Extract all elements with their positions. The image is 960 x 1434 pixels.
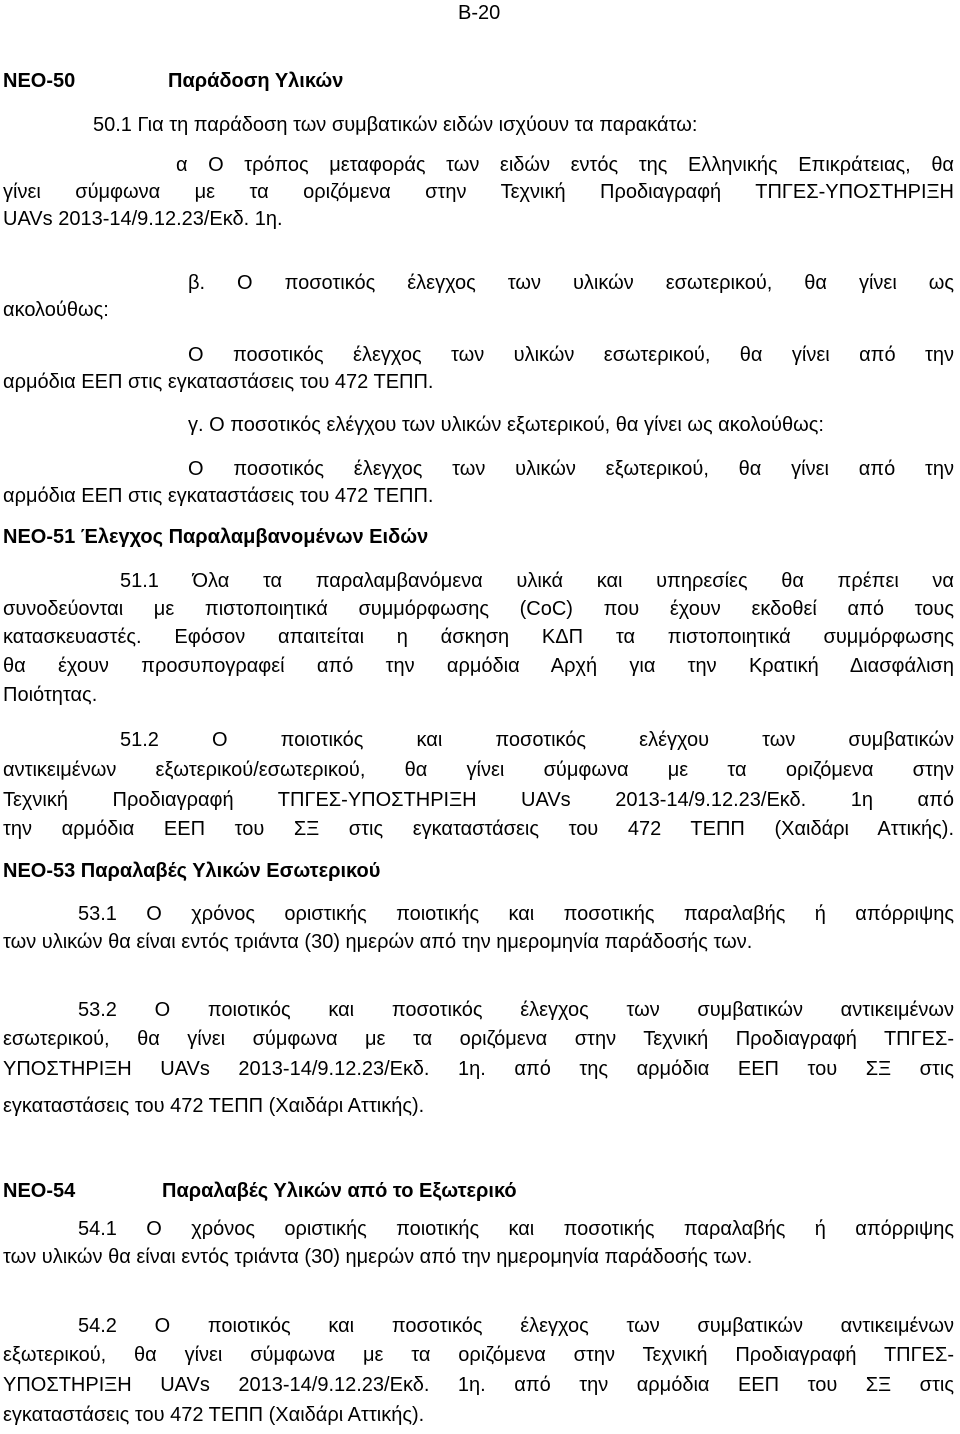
- paragraph-54-2-line-4: εγκαταστάσεις του 472 ΤΕΠΠ (Χαιδάρι Αττικής).: [3, 1404, 425, 1426]
- item-b-line-3: Ο ποσοτικός έλεγχος των υλικών εσωτερικού, θα γίνει από την: [188, 344, 954, 366]
- section-title-50: Παράδοση Υλικών: [168, 70, 344, 92]
- paragraph-51-2-line-4: την αρμόδια ΕΕΠ του ΣΞ στις εγκαταστάσεις του 472 ΤΕΠΠ (Χαιδάρι Αττικής).: [3, 818, 954, 840]
- section-heading-51: ΝΕΟ-51 Έλεγχος Παραλαμβανομένων Ειδών: [3, 526, 429, 548]
- item-a-line-1: α Ο τρόπος μεταφοράς των ειδών εντός της Ελληνικής Επικράτειας, θα: [176, 154, 954, 176]
- item-c-line-2: Ο ποσοτικός έλεγχος των υλικών εξωτερικού, θα γίνει από την: [188, 458, 954, 480]
- section-code-54: ΝΕΟ-54: [3, 1180, 76, 1202]
- page-number: Β-20: [458, 2, 501, 24]
- item-c-line-1: γ. Ο ποσοτικός ελέγχου των υλικών εξωτερικού, θα γίνει ως ακολούθως:: [188, 414, 824, 436]
- paragraph-53-2-line-1: 53.2 Ο ποιοτικός και ποσοτικός έλεγχος των συμβατικών αντικειμένων: [78, 999, 954, 1021]
- paragraph-51-1-line-2: συνοδεύονται με πιστοποιητικά συμμόρφωσης (CoC) που έχουν εκδοθεί από τους: [3, 598, 954, 620]
- paragraph-51-1-line-5: Ποιότητας.: [3, 684, 98, 706]
- section-heading-53: ΝΕΟ-53 Παραλαβές Υλικών Εσωτερικού: [3, 860, 381, 882]
- paragraph-51-2-line-3: Τεχνική Προδιαγραφή ΤΠΓΕΣ-ΥΠΟΣΤΗΡΙΞΗ UAVs 2013-14/9.12.23/Εκδ. 1η από: [3, 789, 954, 811]
- paragraph-51-2-line-1: 51.2 Ο ποιοτικός και ποσοτικός ελέγχου των συμβατικών: [120, 729, 954, 751]
- paragraph-53-2-line-2: εσωτερικού, θα γίνει σύμφωνα με τα οριζόμενα στην Τεχνική Προδιαγραφή ΤΠΓΕΣ-: [3, 1028, 954, 1050]
- paragraph-54-1-line-1: 54.1 Ο χρόνος οριστικής ποιοτικής και ποσοτικής παραλαβής ή απόρριψης: [78, 1218, 954, 1240]
- item-b-line-1: β. Ο ποσοτικός έλεγχος των υλικών εσωτερικού, θα γίνει ως: [188, 272, 954, 294]
- section-code-50: ΝΕΟ-50: [3, 70, 76, 92]
- paragraph-53-1-line-2: των υλικών θα είναι εντός τριάντα (30) ημερών από την ημερομηνία παράδοσής των.: [3, 931, 753, 953]
- paragraph-51-1-line-4: θα έχουν προσυπογραφεί από την αρμόδια Αρχή για την Κρατική Διασφάλιση: [3, 655, 954, 677]
- item-a-line-2: γίνει σύμφωνα με τα οριζόμενα στην Τεχνική Προδιαγραφή ΤΠΓΕΣ-ΥΠΟΣΤΗΡΙΞΗ: [3, 181, 954, 203]
- item-b-line-4: αρμόδια ΕΕΠ στις εγκαταστάσεις του 472 ΤΕΠΠ.: [3, 371, 434, 393]
- paragraph-53-1-line-1: 53.1 Ο χρόνος οριστικής ποιοτικής και ποσοτικής παραλαβής ή απόρριψης: [78, 903, 954, 925]
- paragraph-54-2-line-1: 54.2 Ο ποιοτικός και ποσοτικός έλεγχος των συμβατικών αντικειμένων: [78, 1315, 954, 1337]
- item-b-line-2: ακολούθως:: [3, 299, 109, 321]
- paragraph-51-1-line-1: 51.1 Όλα τα παραλαμβανόμενα υλικά και υπηρεσίες θα πρέπει να: [120, 570, 954, 592]
- paragraph-54-2-line-3: ΥΠΟΣΤΗΡΙΞΗ UAVs 2013-14/9.12.23/Εκδ. 1η. από την αρμόδια ΕΕΠ του ΣΞ στις: [3, 1374, 954, 1396]
- item-c-line-3: αρμόδια ΕΕΠ στις εγκαταστάσεις του 472 ΤΕΠΠ.: [3, 485, 434, 507]
- paragraph-54-1-line-2: των υλικών θα είναι εντός τριάντα (30) ημερών από την ημερομηνία παράδοσής των.: [3, 1246, 753, 1268]
- paragraph-51-1-line-3: κατασκευαστές. Εφόσον απαιτείται η άσκηση ΚΔΠ τα πιστοποιητικά συμμόρφωσης: [3, 626, 954, 648]
- paragraph-50-1: 50.1 Για τη παράδοση των συμβατικών ειδών ισχύουν τα παρακάτω:: [93, 114, 698, 136]
- paragraph-54-2-line-2: εξωτερικού, θα γίνει σύμφωνα με τα οριζόμενα στην Τεχνική Προδιαγραφή ΤΠΓΕΣ-: [3, 1344, 954, 1366]
- paragraph-53-2-line-3: ΥΠΟΣΤΗΡΙΞΗ UAVs 2013-14/9.12.23/Εκδ. 1η. από της αρμόδια ΕΕΠ του ΣΞ στις: [3, 1058, 954, 1080]
- section-title-54: Παραλαβές Υλικών από το Εξωτερικό: [162, 1180, 517, 1202]
- paragraph-53-2-line-4: εγκαταστάσεις του 472 ΤΕΠΠ (Χαιδάρι Αττικής).: [3, 1095, 425, 1117]
- item-a-line-3: UAVs 2013-14/9.12.23/Εκδ. 1η.: [3, 208, 283, 230]
- paragraph-51-2-line-2: αντικειμένων εξωτερικού/εσωτερικού, θα γίνει σύμφωνα με τα οριζόμενα στην: [3, 759, 954, 781]
